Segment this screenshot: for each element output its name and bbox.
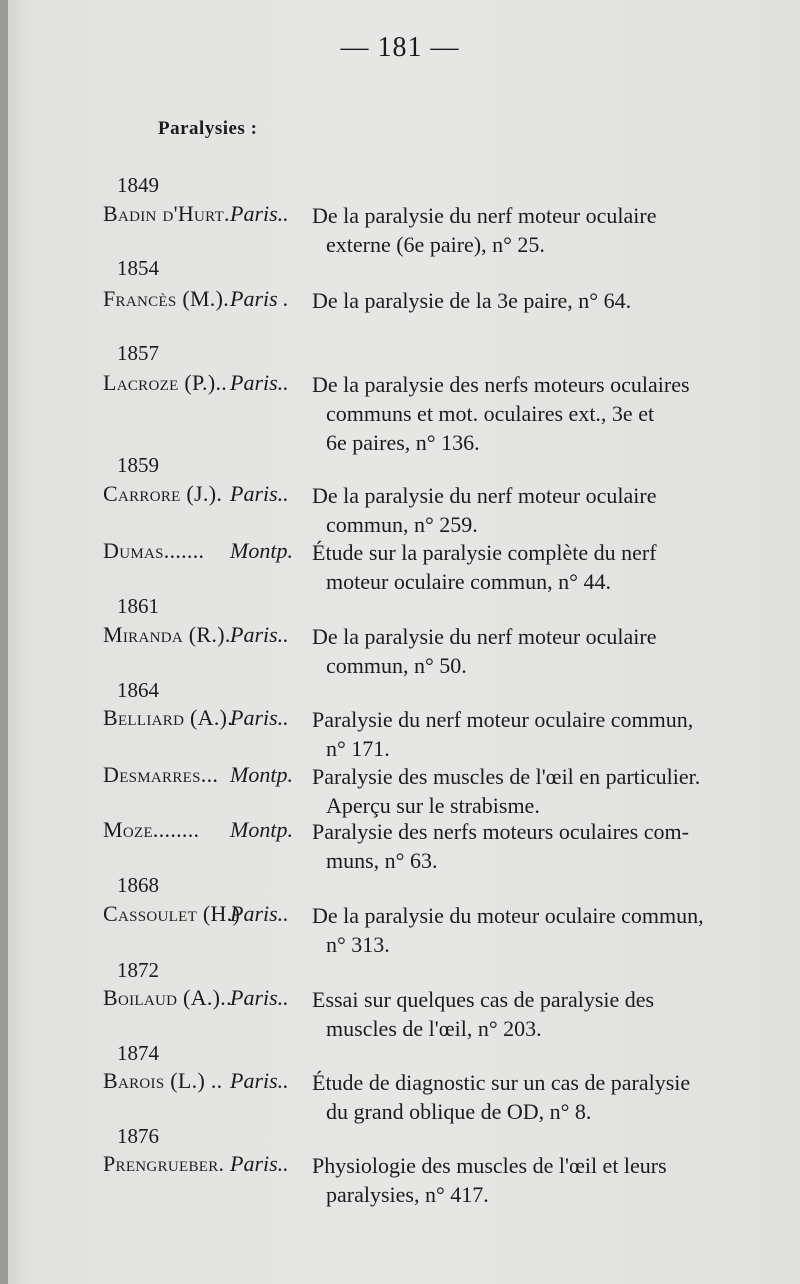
entry-author: Boilaud (A.).. bbox=[103, 985, 232, 1010]
entry-description bbox=[312, 370, 714, 457]
entry-line: De la paralysie du nerf moteur oculaire bbox=[312, 624, 657, 649]
entry-author: Prengrueber. bbox=[103, 1151, 225, 1176]
entry-place: Paris.. bbox=[230, 1151, 289, 1176]
entry-line: moteur oculaire commun, n° 44. bbox=[326, 569, 611, 594]
entry-place: Paris.. bbox=[230, 985, 289, 1010]
entry-year: 1874 bbox=[117, 1041, 159, 1065]
entry-author: Francès (M.). bbox=[103, 286, 230, 311]
entry-author: Belliard (A.). bbox=[103, 705, 234, 730]
entry-line: muscles de l'œil, n° 203. bbox=[326, 1016, 542, 1041]
book-spine-edge bbox=[0, 0, 8, 1284]
entry-line: De la paralysie des nerfs moteurs oculaires bbox=[312, 372, 690, 397]
entry-place: Paris.. bbox=[230, 370, 289, 395]
entry-year: 1854 bbox=[117, 256, 159, 280]
entry-year: 1859 bbox=[117, 453, 159, 477]
entry-author: Lacroze (P.).. bbox=[103, 370, 228, 395]
entry-description bbox=[312, 901, 714, 959]
entry-description bbox=[312, 817, 714, 875]
entry-place: Paris.. bbox=[230, 705, 289, 730]
entry-author: Desmarres... bbox=[103, 762, 219, 787]
entry-line: n° 171. bbox=[326, 736, 390, 761]
entry-line: commun, n° 50. bbox=[326, 653, 467, 678]
entry-line: externe (6e paire), n° 25. bbox=[326, 232, 545, 257]
entry-author: Moze........ bbox=[103, 817, 200, 842]
entry-place: Montp. bbox=[230, 538, 293, 563]
entry-description bbox=[312, 481, 714, 539]
entry-line: 6e paires, n° 136. bbox=[326, 430, 480, 455]
entry-place: Paris.. bbox=[230, 201, 289, 226]
entry-line: Essai sur quelques cas de paralysie des bbox=[312, 987, 655, 1012]
entry-line: De la paralysie du nerf moteur oculaire bbox=[312, 483, 657, 508]
page-number: — 181 — bbox=[340, 32, 460, 63]
entry-author: Cassoulet (H.) bbox=[103, 901, 241, 926]
entry-line: Aperçu sur le strabisme. bbox=[326, 793, 540, 818]
entry-place: Paris.. bbox=[230, 901, 289, 926]
entry-description bbox=[312, 1068, 714, 1126]
entry-year: 1857 bbox=[117, 341, 159, 365]
entry-line: De la paralysie de la 3e paire, n° 64. bbox=[312, 288, 632, 313]
entry-place: Montp. bbox=[230, 762, 293, 787]
entry-description bbox=[312, 985, 714, 1043]
entry-place: Paris.. bbox=[230, 1068, 289, 1093]
entry-description bbox=[312, 538, 714, 596]
entry-author: Carrore (J.). bbox=[103, 481, 223, 506]
entry-year: 1868 bbox=[117, 873, 159, 897]
entry-line: Physiologie des muscles de l'œil et leurs bbox=[312, 1153, 667, 1178]
entry-line: muns, n° 63. bbox=[326, 848, 438, 873]
entry-description bbox=[312, 1151, 714, 1209]
entry-place: Paris . bbox=[230, 286, 289, 311]
entry-year: 1876 bbox=[117, 1124, 159, 1148]
entry-line: Étude de diagnostic sur un cas de paralysie bbox=[312, 1070, 691, 1095]
entry-year: 1861 bbox=[117, 594, 159, 618]
entry-description bbox=[312, 622, 714, 680]
section-title: Paralysies : bbox=[158, 118, 258, 139]
entry-description bbox=[312, 201, 714, 259]
entry-line: communs et mot. oculaires ext., 3e et bbox=[326, 401, 655, 426]
entry-description bbox=[312, 705, 714, 763]
entry-author: Barois (L.) .. bbox=[103, 1068, 223, 1093]
entry-place: Montp. bbox=[230, 817, 293, 842]
entry-author: Dumas....... bbox=[103, 538, 205, 563]
entry-year: 1872 bbox=[117, 958, 159, 982]
entry-line: n° 313. bbox=[326, 932, 390, 957]
entry-line: De la paralysie du moteur oculaire commun, bbox=[312, 903, 704, 928]
entry-line: De la paralysie du nerf moteur oculaire bbox=[312, 203, 657, 228]
entry-line: Paralysie du nerf moteur oculaire commun, bbox=[312, 707, 694, 732]
entry-line: du grand oblique de OD, n° 8. bbox=[326, 1099, 592, 1124]
entry-line: commun, n° 259. bbox=[326, 512, 478, 537]
entry-line: Étude sur la paralysie complète du nerf bbox=[312, 540, 657, 565]
entry-author: Badin d'Hurt. bbox=[103, 201, 230, 226]
entry-author: Miranda (R.). bbox=[103, 622, 231, 647]
entry-line: Paralysie des nerfs moteurs oculaires com- bbox=[312, 819, 689, 844]
entry-place: Paris.. bbox=[230, 622, 289, 647]
entry-place: Paris.. bbox=[230, 481, 289, 506]
entry-line: Paralysie des muscles de l'œil en particulier. bbox=[312, 764, 701, 789]
entry-description bbox=[312, 762, 714, 820]
entry-year: 1849 bbox=[117, 173, 159, 197]
entry-description bbox=[312, 286, 714, 315]
entry-line: paralysies, n° 417. bbox=[326, 1182, 489, 1207]
entry-year: 1864 bbox=[117, 678, 159, 702]
